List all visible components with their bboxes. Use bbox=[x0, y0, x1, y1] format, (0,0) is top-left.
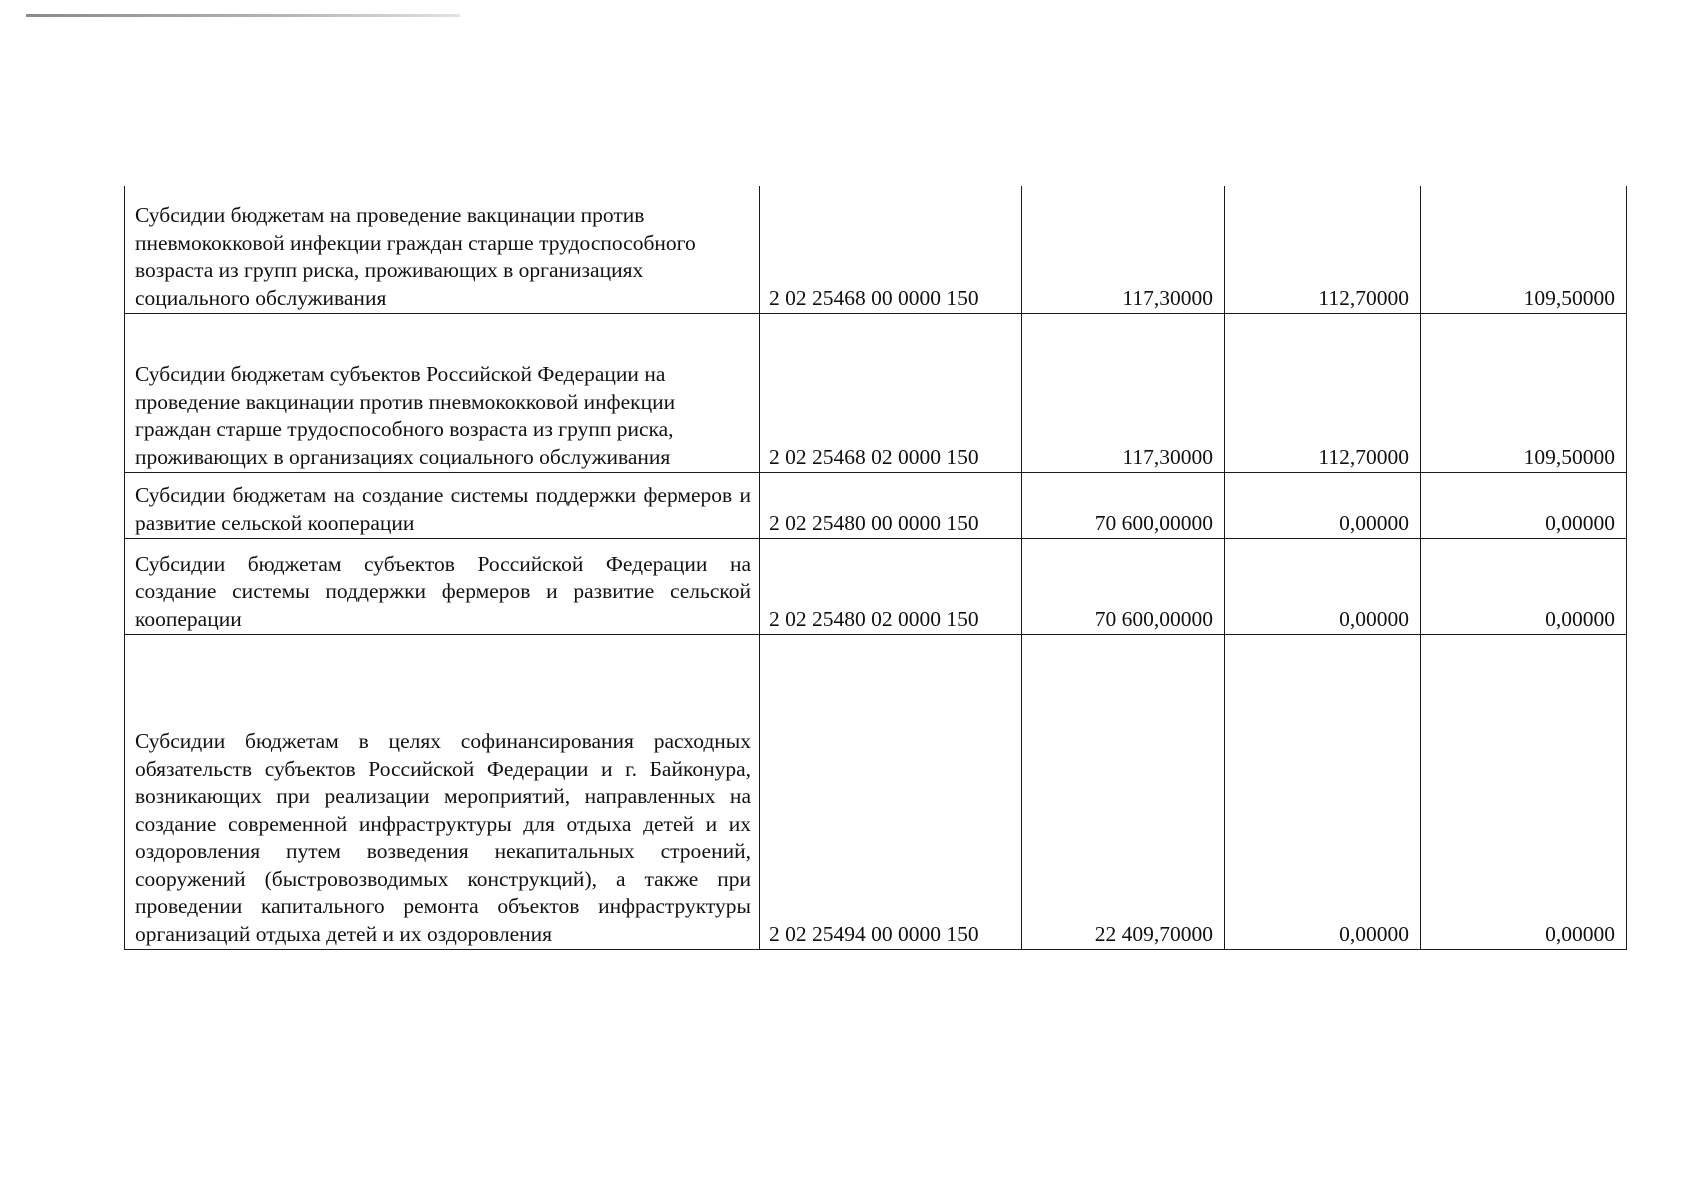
table-row bbox=[125, 186, 1627, 314]
row-value-1: 70 600,00000 bbox=[1022, 473, 1225, 539]
table-row bbox=[125, 314, 1627, 473]
row-value-2: 112,70000 bbox=[1225, 314, 1421, 473]
row-value-2: 112,70000 bbox=[1225, 186, 1421, 314]
row-description: Субсидии бюджетам на создание системы поддержки фермеров и развитие сельской кооперации bbox=[125, 473, 760, 539]
row-budget-code: 2 02 25494 00 0000 150 bbox=[760, 635, 1022, 950]
budget-revenue-table bbox=[124, 186, 1627, 950]
row-budget-code: 2 02 25480 02 0000 150 bbox=[760, 539, 1022, 635]
row-value-3: 0,00000 bbox=[1421, 635, 1627, 950]
row-value-1: 117,30000 bbox=[1022, 186, 1225, 314]
table-row bbox=[125, 473, 1627, 539]
row-budget-code: 2 02 25468 00 0000 150 bbox=[760, 186, 1022, 314]
row-value-1: 22 409,70000 bbox=[1022, 635, 1225, 950]
table-row bbox=[125, 635, 1627, 950]
row-value-2: 0,00000 bbox=[1225, 539, 1421, 635]
row-value-1: 70 600,00000 bbox=[1022, 539, 1225, 635]
scan-edge-mark bbox=[26, 14, 460, 17]
row-description: Субсидии бюджетам в целях софинансирования расходных обязательств субъектов Российской Федерации и г. Байконура, возникающих при реализации мероприятий, направленных на создание современной инфраструктуры для отдыха детей и их оздоровления путем возведения некапитальных строений, сооружений (быстровозводимых конструкций), а также при проведении капитального ремонта объектов инфраструктуры организаций отдыха детей и их оздоровления bbox=[125, 635, 760, 950]
row-budget-code: 2 02 25480 00 0000 150 bbox=[760, 473, 1022, 539]
row-value-3: 109,50000 bbox=[1421, 314, 1627, 473]
row-value-3: 0,00000 bbox=[1421, 539, 1627, 635]
row-budget-code: 2 02 25468 02 0000 150 bbox=[760, 314, 1022, 473]
row-value-2: 0,00000 bbox=[1225, 635, 1421, 950]
row-value-3: 0,00000 bbox=[1421, 473, 1627, 539]
row-value-2: 0,00000 bbox=[1225, 473, 1421, 539]
table-row bbox=[125, 539, 1627, 635]
row-description: Субсидии бюджетам субъектов Российской Федерации на создание системы поддержки фермеров и развитие сельской кооперации bbox=[125, 539, 760, 635]
row-description: Субсидии бюджетам субъектов Российской Федерации на проведение вакцинации против пневмококковой инфекции граждан старше трудоспособного возраста из групп риска, проживающих в организациях социального обслуживания bbox=[125, 314, 760, 473]
row-value-3: 109,50000 bbox=[1421, 186, 1627, 314]
row-description: Субсидии бюджетам на проведение вакцинации против пневмококковой инфекции граждан старше трудоспособного возраста из групп риска, проживающих в организациях социального обслуживания bbox=[125, 186, 760, 314]
row-value-1: 117,30000 bbox=[1022, 314, 1225, 473]
